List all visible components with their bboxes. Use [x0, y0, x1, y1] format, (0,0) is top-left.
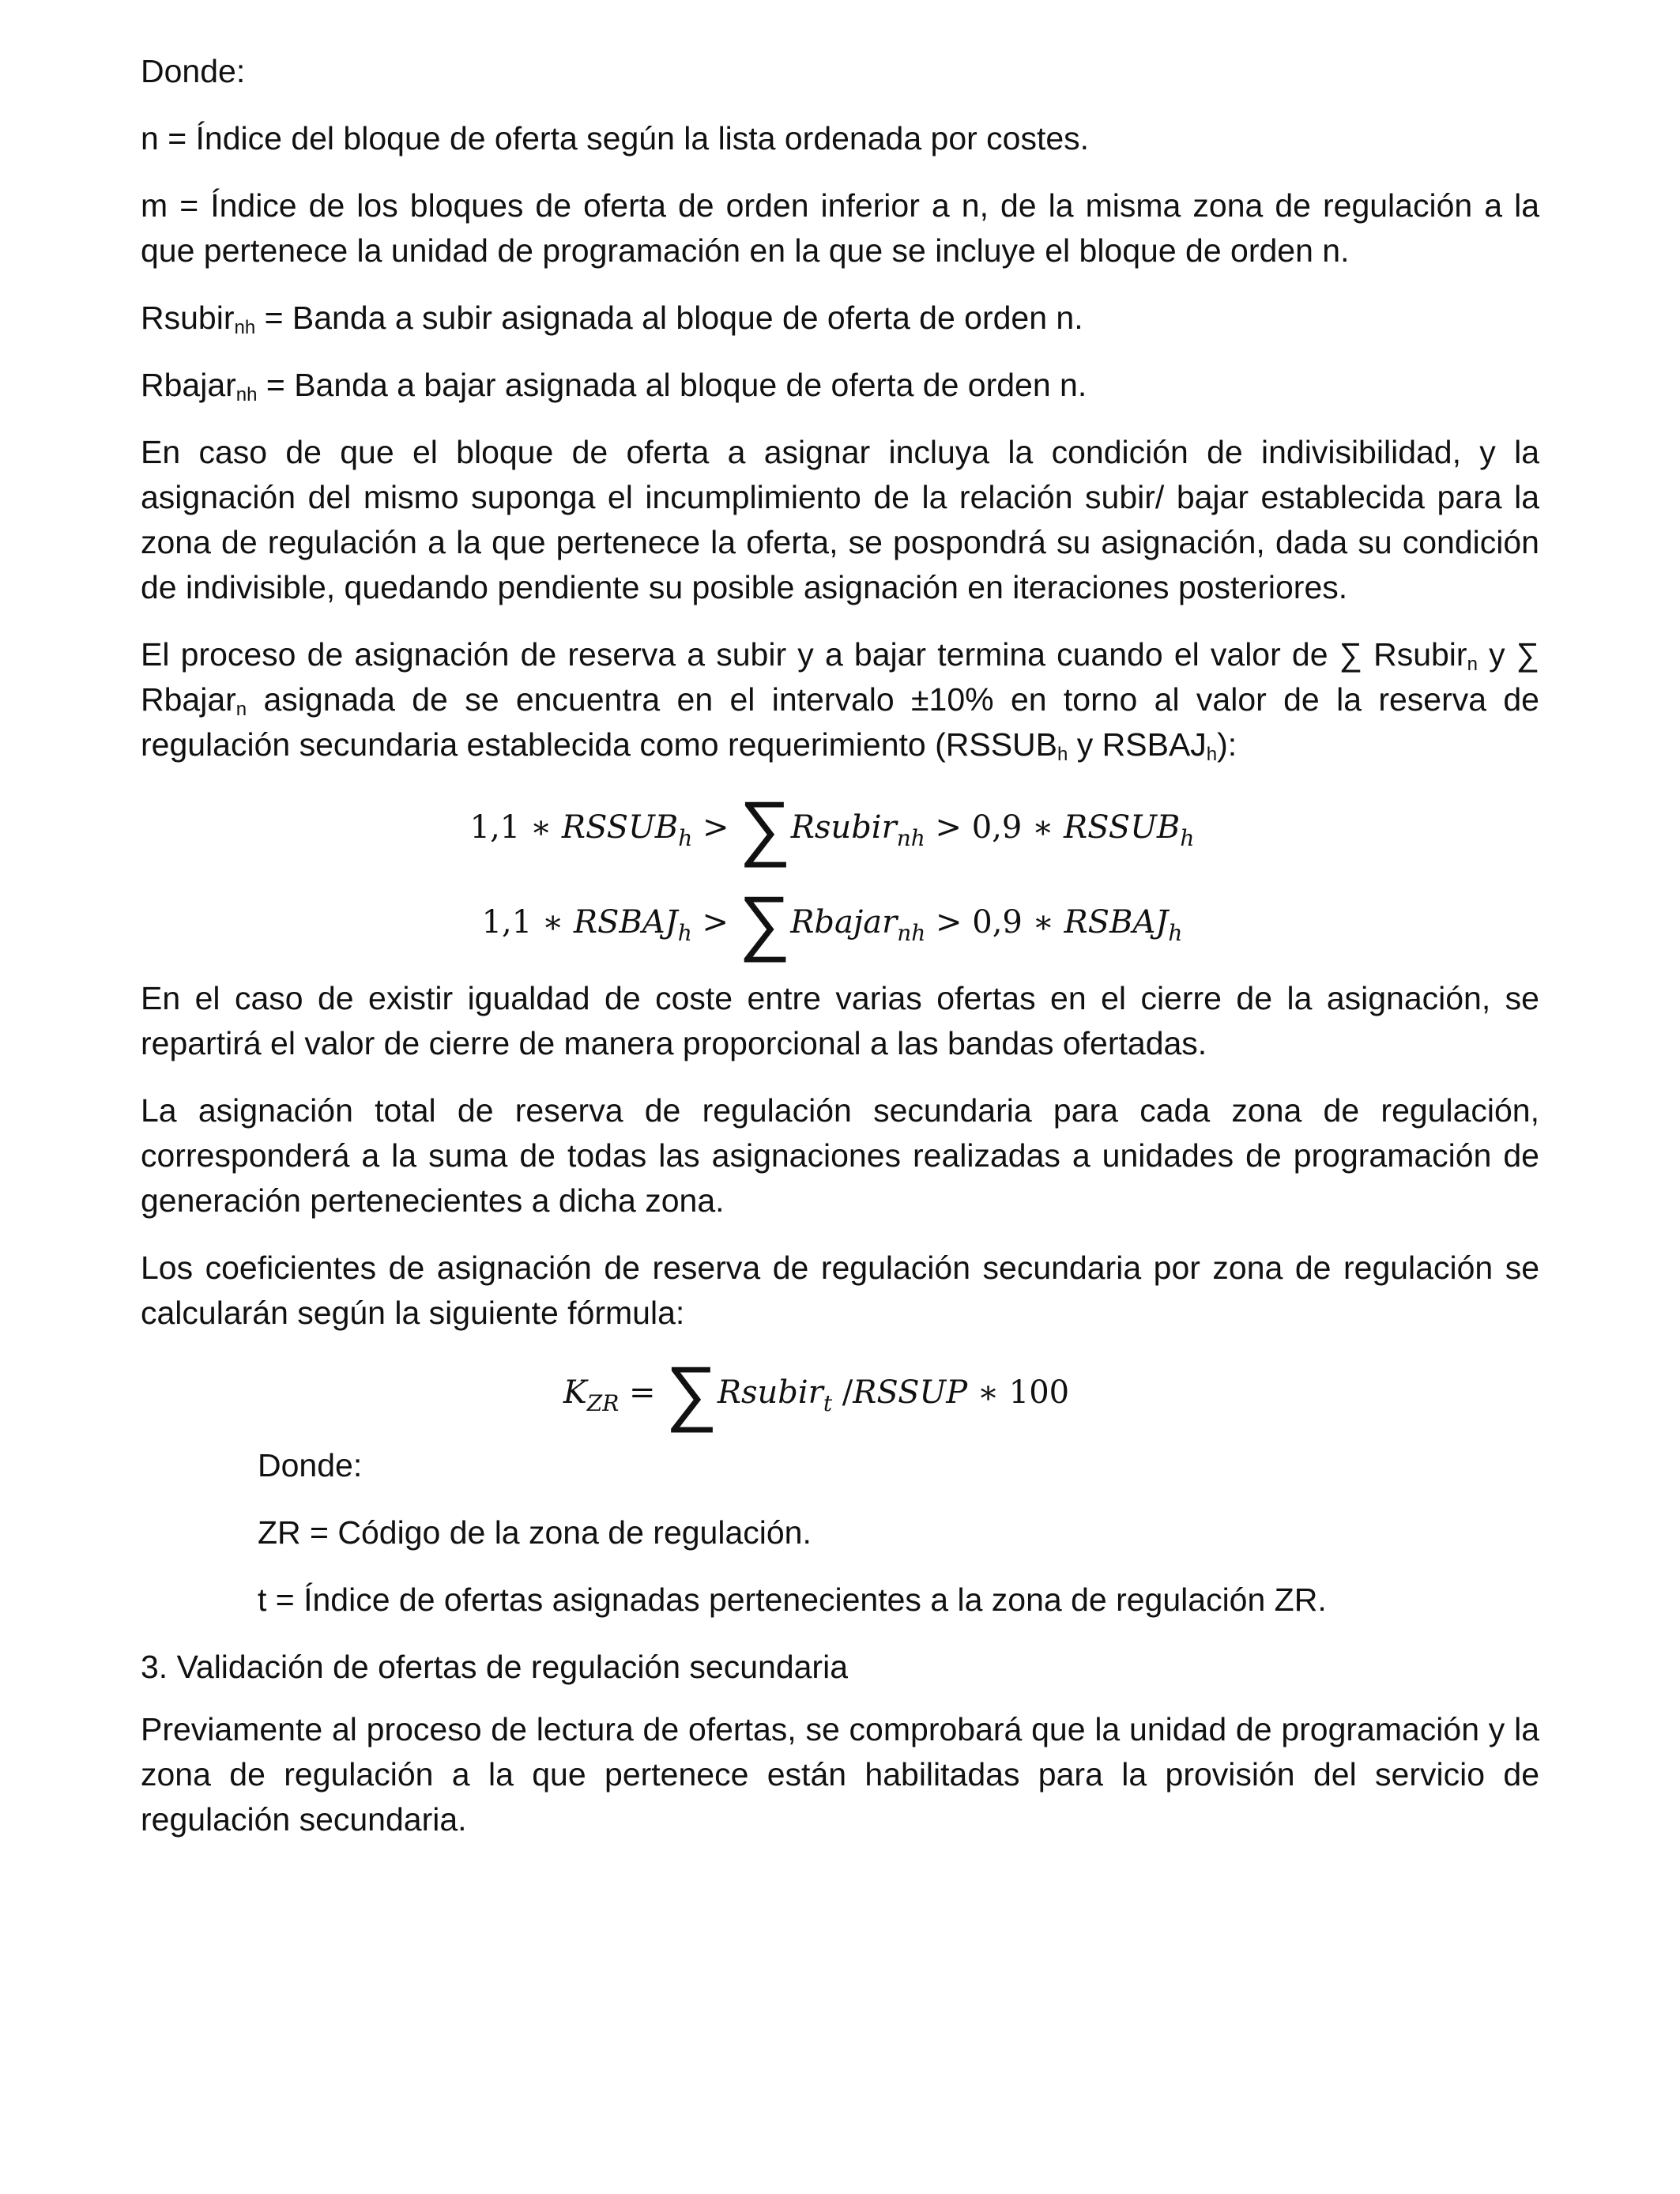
total-assignment-paragraph: La asignación total de reserva de regulación secundaria para cada zona de regulación, corresponderá a la suma de todas las asignaciones realizadas a unidades de programación de generación pertenecientes a dicha zona.	[141, 1092, 1539, 1219]
sigma-icon: ∑	[738, 880, 791, 964]
n-definition: n = Índice del bloque de oferta según la lista ordenada por costes.	[141, 120, 1090, 156]
f1-sub-left: h	[678, 825, 693, 851]
process-sub-3: h	[1057, 744, 1068, 765]
prior-validation-paragraph: Previamente al proceso de lectura de ofertas, se comprobará que la unidad de programación y la zona de regulación a la que pertenece están habilitadas para la provisión del servicio de regulación secundaria.	[141, 1711, 1539, 1838]
formula-kzr	[93, 1350, 1539, 1434]
f1-var-mid: Rsubir	[790, 809, 897, 846]
f2-sub-right: h	[1168, 920, 1183, 946]
process-sub-4: h	[1206, 744, 1218, 765]
donde-label: Donde:	[141, 53, 246, 89]
process-text-3: asignada de se encuentra en el intervalo ±10% en torno al valor de la reserva de regulación secundaria establecida como requerimiento (RSSUB	[141, 681, 1539, 763]
rsubir-term: Rsubir	[141, 300, 235, 336]
f2-coef: 1,1 ∗	[481, 904, 574, 941]
f2-gt1: >	[691, 904, 739, 941]
f2-var-left: RSBAJ	[573, 904, 678, 941]
t-definition: t = Índice de ofertas asignadas pertenecientes a la zona de regulación ZR.	[258, 1581, 1327, 1618]
f3-var-rest: RSSUP	[853, 1374, 968, 1411]
process-text-1: El proceso de asignación de reserva a subir y a bajar termina cuando el valor de ∑ Rsubir	[141, 636, 1467, 673]
rbajar-definition	[141, 363, 1539, 408]
f3-tail: ∗ 100	[967, 1374, 1070, 1411]
f3-eq: =	[619, 1374, 666, 1411]
f1-coef: 1,1 ∗	[469, 809, 562, 846]
rbajar-subscript: nh	[235, 384, 258, 405]
indivisibility-paragraph: En caso de que el bloque de oferta a asignar incluya la condición de indivisibilidad, y la asignación del mismo suponga el incumplimiento de la relación subir/ bajar establecida para la zona de regulación a la que pertenece la oferta, se pospondrá su asignación, dada su condición de indivisible, quedando pendiente su posible asignación en iteraciones posteriores.	[141, 434, 1539, 605]
f1-sub-right: h	[1180, 825, 1195, 851]
process-sub-1: n	[1467, 654, 1478, 675]
f1-var-left: RSSUB	[561, 809, 679, 846]
f3-var-mid: Rsubir	[717, 1374, 823, 1411]
process-text-2: y ∑ Rbajar	[141, 636, 1540, 718]
f2-sub-mid: nh	[897, 920, 926, 946]
section-heading-3: 3. Validación de ofertas de regulación secundaria	[141, 1649, 848, 1685]
f3-var-left: K	[563, 1374, 587, 1411]
f3-slash: /	[832, 1374, 853, 1411]
rbajar-term: Rbajar	[141, 367, 236, 403]
m-definition: m = Índice de los bloques de oferta de orden inferior a n, de la misma zona de regulación a la que pertenece la unidad de programación en la que se incluye el bloque de orden n.	[141, 187, 1539, 269]
zr-definition: ZR = Código de la zona de regulación.	[258, 1514, 812, 1551]
f3-sub-mid: t	[823, 1390, 833, 1416]
f1-gt1: >	[692, 809, 740, 846]
rsubir-subscript: nh	[234, 317, 256, 338]
coefficients-paragraph: Los coeficientes de asignación de reserva de regulación secundaria por zona de regulación se calcularán según la siguiente fórmula:	[141, 1250, 1539, 1331]
f1-var-right: RSSUB	[1063, 809, 1181, 846]
f2-gt2: > 0,9 ∗	[925, 904, 1064, 941]
f1-sub-mid: nh	[896, 825, 925, 851]
f2-sub-left: h	[677, 920, 692, 946]
f3-sub-left: ZR	[586, 1390, 620, 1416]
rbajar-text: = Banda a bajar asignada al bloque de oferta de orden n.	[257, 367, 1087, 403]
process-sub-2: n	[235, 699, 247, 720]
f2-var-mid: Rbajar	[790, 904, 898, 941]
f1-gt2: > 0,9 ∗	[925, 809, 1064, 846]
sigma-icon: ∑	[739, 785, 791, 869]
formula-rssub	[125, 785, 1539, 869]
process-paragraph	[141, 632, 1539, 767]
donde-label-2: Donde:	[258, 1447, 363, 1483]
process-text-5: ):	[1217, 726, 1237, 763]
rsubir-definition	[141, 296, 1539, 341]
formula-rsbaj	[125, 880, 1539, 964]
sigma-icon: ∑	[665, 1350, 718, 1434]
f2-var-right: RSBAJ	[1064, 904, 1169, 941]
process-text-4: y RSBAJ	[1068, 726, 1207, 763]
equality-paragraph: En el caso de existir igualdad de coste entre varias ofertas en el cierre de la asignación, se repartirá el valor de cierre de manera proporcional a las bandas ofertadas.	[141, 980, 1539, 1061]
rsubir-text: = Banda a subir asignada al bloque de oferta de orden n.	[255, 300, 1083, 336]
